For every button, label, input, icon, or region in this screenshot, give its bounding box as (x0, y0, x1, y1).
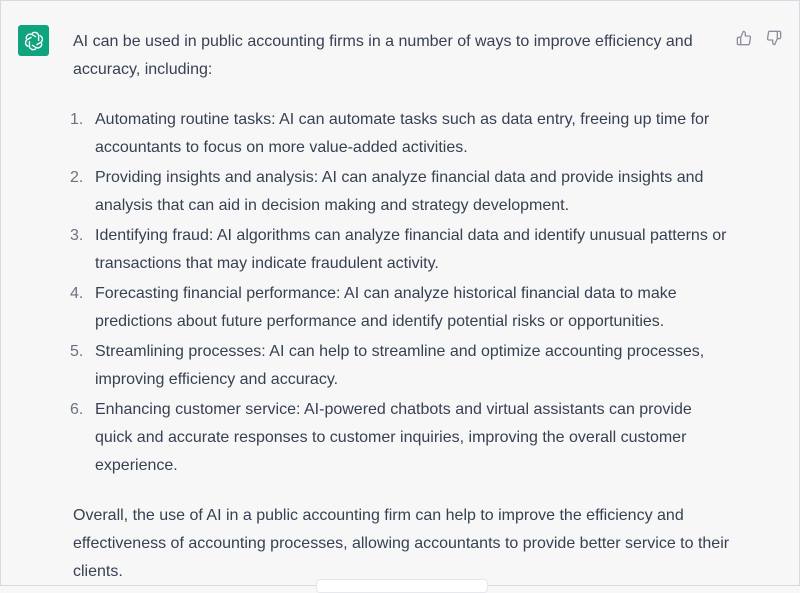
conclusion-paragraph: Overall, the use of AI in a public accounting firm can help to improve the efficiency and effectiveness of accounting processes, allowing accountants to provide better service to their clients. (73, 507, 730, 580)
list-item-text: Enhancing customer service: AI-powered chatbots and virtual assistants can provide quick and accurate responses to customer inquiries, improving the overall customer experience. (95, 401, 692, 474)
regenerate-button-edge[interactable] (316, 579, 488, 593)
list-item-text: Automating routine tasks: AI can automate tasks such as data entry, freeing up time for accountants to focus on more value-added activities. (95, 111, 710, 156)
openai-logo-icon (23, 30, 45, 52)
thumbs-down-icon (766, 30, 782, 46)
list-item-text: Forecasting financial performance: AI can analyze historical financial data to make predictions about future performance and identify potential risks or opportunities. (95, 285, 677, 330)
list-item-number: 4. (70, 285, 84, 302)
message-content (70, 28, 733, 586)
list-item (70, 222, 733, 278)
list-item-number: 6. (70, 401, 84, 418)
list-item-number: 2. (70, 169, 84, 186)
list-item-text: Streamlining processes: AI can help to streamline and optimize accounting processes, improving efficiency and accuracy. (95, 343, 705, 388)
thumbs-up-button[interactable] (735, 29, 753, 47)
intro-paragraph: AI can be used in public accounting firms in a number of ways to improve efficiency and accuracy, including: (73, 33, 693, 78)
assistant-avatar (18, 25, 49, 56)
list-item (70, 280, 733, 336)
list-item-text: Providing insights and analysis: AI can analyze financial data and provide insights and analysis that can aid in decision making and strategy development. (95, 169, 704, 214)
list-item (70, 164, 733, 220)
list-item-number: 1. (70, 111, 84, 128)
list-item-number: 5. (70, 343, 84, 360)
list-item (70, 106, 733, 162)
list-item (70, 338, 733, 394)
list-item-text: Identifying fraud: AI algorithms can analyze financial data and identify unusual patterns or transactions that may indicate fraudulent activity. (95, 227, 727, 272)
thumbs-up-icon (736, 30, 752, 46)
feedback-buttons (735, 29, 783, 47)
list-item-number: 3. (70, 227, 84, 244)
points-list (70, 106, 733, 480)
list-item (70, 396, 733, 480)
thumbs-down-button[interactable] (765, 29, 783, 47)
